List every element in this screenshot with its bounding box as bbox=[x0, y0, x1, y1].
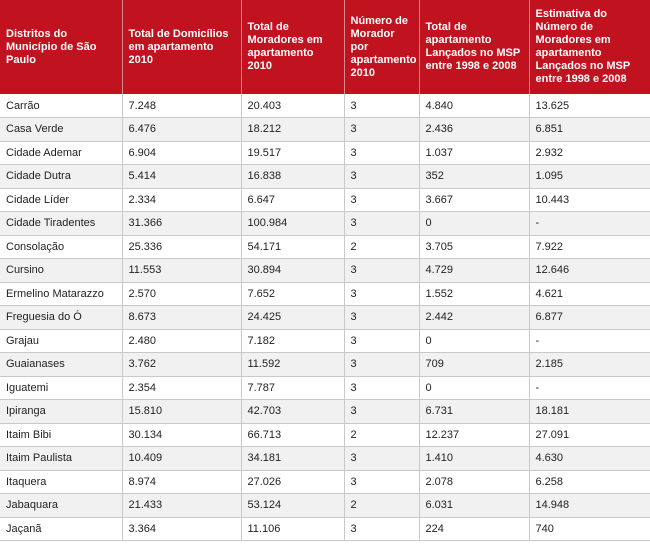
estimate-cell: 14.948 bbox=[529, 494, 650, 518]
table-row bbox=[0, 400, 650, 424]
district-cell: Ermelino Matarazzo bbox=[0, 282, 122, 306]
district-cell: Carrão bbox=[0, 94, 122, 118]
residents-cell: 66.713 bbox=[241, 423, 344, 447]
per-apartment-cell: 3 bbox=[344, 259, 419, 283]
district-cell: Itaim Paulista bbox=[0, 447, 122, 471]
district-cell: Casa Verde bbox=[0, 118, 122, 142]
residents-cell: 6.647 bbox=[241, 188, 344, 212]
per-apartment-cell: 3 bbox=[344, 212, 419, 236]
table-row bbox=[0, 423, 650, 447]
households-cell: 3.762 bbox=[122, 353, 241, 377]
launched-cell: 3.667 bbox=[419, 188, 529, 212]
table-row bbox=[0, 494, 650, 518]
residents-cell: 7.652 bbox=[241, 282, 344, 306]
table-row bbox=[0, 517, 650, 541]
households-cell: 7.248 bbox=[122, 94, 241, 118]
district-cell: Freguesia do Ó bbox=[0, 306, 122, 330]
estimate-cell: 2.932 bbox=[529, 141, 650, 165]
header-row bbox=[0, 0, 650, 94]
per-apartment-cell: 3 bbox=[344, 400, 419, 424]
district-cell: Jabaquara bbox=[0, 494, 122, 518]
district-cell: Itaim Bibi bbox=[0, 423, 122, 447]
households-cell: 15.810 bbox=[122, 400, 241, 424]
table-row bbox=[0, 470, 650, 494]
per-apartment-cell: 2 bbox=[344, 235, 419, 259]
launched-cell: 6.731 bbox=[419, 400, 529, 424]
estimate-cell: 740 bbox=[529, 517, 650, 541]
households-cell: 21.433 bbox=[122, 494, 241, 518]
launched-cell: 2.436 bbox=[419, 118, 529, 142]
launched-cell: 0 bbox=[419, 329, 529, 353]
estimate-cell: 13.625 bbox=[529, 94, 650, 118]
per-apartment-cell: 3 bbox=[344, 376, 419, 400]
households-cell: 25.336 bbox=[122, 235, 241, 259]
households-cell: 8.974 bbox=[122, 470, 241, 494]
residents-cell: 100.984 bbox=[241, 212, 344, 236]
per-apartment-cell: 3 bbox=[344, 447, 419, 471]
residents-cell: 7.787 bbox=[241, 376, 344, 400]
residents-cell: 19.517 bbox=[241, 141, 344, 165]
per-apartment-cell: 3 bbox=[344, 329, 419, 353]
header-residents-per-apartment: Número de Morador por apartamento 2010 bbox=[344, 0, 419, 94]
per-apartment-cell: 3 bbox=[344, 94, 419, 118]
header-total-households: Total de Domicílios em apartamento 2010 bbox=[122, 0, 241, 94]
table-row bbox=[0, 141, 650, 165]
households-cell: 31.366 bbox=[122, 212, 241, 236]
district-cell: Ipiranga bbox=[0, 400, 122, 424]
per-apartment-cell: 3 bbox=[344, 188, 419, 212]
per-apartment-cell: 3 bbox=[344, 118, 419, 142]
table-body bbox=[0, 94, 650, 541]
district-cell: Cidade Líder bbox=[0, 188, 122, 212]
table-row bbox=[0, 118, 650, 142]
table-row bbox=[0, 94, 650, 118]
residents-cell: 18.212 bbox=[241, 118, 344, 142]
launched-cell: 6.031 bbox=[419, 494, 529, 518]
households-cell: 2.570 bbox=[122, 282, 241, 306]
launched-cell: 4.840 bbox=[419, 94, 529, 118]
estimate-cell: 4.621 bbox=[529, 282, 650, 306]
table-row bbox=[0, 259, 650, 283]
header-district: Distritos do Município de São Paulo bbox=[0, 0, 122, 94]
table-row bbox=[0, 235, 650, 259]
table-row bbox=[0, 329, 650, 353]
district-cell: Iguatemi bbox=[0, 376, 122, 400]
estimate-cell: 7.922 bbox=[529, 235, 650, 259]
households-cell: 8.673 bbox=[122, 306, 241, 330]
launched-cell: 709 bbox=[419, 353, 529, 377]
district-cell: Cidade Dutra bbox=[0, 165, 122, 189]
per-apartment-cell: 3 bbox=[344, 353, 419, 377]
households-cell: 2.334 bbox=[122, 188, 241, 212]
households-cell: 10.409 bbox=[122, 447, 241, 471]
residents-cell: 16.838 bbox=[241, 165, 344, 189]
households-cell: 11.553 bbox=[122, 259, 241, 283]
per-apartment-cell: 3 bbox=[344, 306, 419, 330]
table-row bbox=[0, 353, 650, 377]
table-row bbox=[0, 212, 650, 236]
estimate-cell: 18.181 bbox=[529, 400, 650, 424]
estimate-cell: 1.095 bbox=[529, 165, 650, 189]
households-cell: 2.354 bbox=[122, 376, 241, 400]
residents-cell: 11.592 bbox=[241, 353, 344, 377]
residents-cell: 24.425 bbox=[241, 306, 344, 330]
residents-cell: 53.124 bbox=[241, 494, 344, 518]
launched-cell: 1.552 bbox=[419, 282, 529, 306]
launched-cell: 224 bbox=[419, 517, 529, 541]
launched-cell: 0 bbox=[419, 376, 529, 400]
launched-cell: 2.078 bbox=[419, 470, 529, 494]
households-cell: 6.904 bbox=[122, 141, 241, 165]
households-cell: 30.134 bbox=[122, 423, 241, 447]
district-cell: Jaçanã bbox=[0, 517, 122, 541]
estimate-cell: - bbox=[529, 376, 650, 400]
residents-cell: 34.181 bbox=[241, 447, 344, 471]
estimate-cell: - bbox=[529, 329, 650, 353]
households-cell: 3.364 bbox=[122, 517, 241, 541]
households-cell: 2.480 bbox=[122, 329, 241, 353]
estimate-cell: 2.185 bbox=[529, 353, 650, 377]
header-estimated-residents: Estimativa do Número de Moradores em apartamento Lançados no MSP entre 1998 e 2008 bbox=[529, 0, 650, 94]
estimate-cell: 10.443 bbox=[529, 188, 650, 212]
table-row bbox=[0, 188, 650, 212]
per-apartment-cell: 3 bbox=[344, 282, 419, 306]
launched-cell: 0 bbox=[419, 212, 529, 236]
header-total-residents: Total de Moradores em apartamento 2010 bbox=[241, 0, 344, 94]
launched-cell: 2.442 bbox=[419, 306, 529, 330]
residents-cell: 20.403 bbox=[241, 94, 344, 118]
table-row bbox=[0, 447, 650, 471]
estimate-cell: 4.630 bbox=[529, 447, 650, 471]
estimate-cell: 6.851 bbox=[529, 118, 650, 142]
estimate-cell: 12.646 bbox=[529, 259, 650, 283]
households-cell: 5.414 bbox=[122, 165, 241, 189]
per-apartment-cell: 3 bbox=[344, 517, 419, 541]
district-cell: Grajau bbox=[0, 329, 122, 353]
residents-cell: 7.182 bbox=[241, 329, 344, 353]
district-cell: Cidade Ademar bbox=[0, 141, 122, 165]
per-apartment-cell: 3 bbox=[344, 165, 419, 189]
launched-cell: 4.729 bbox=[419, 259, 529, 283]
per-apartment-cell: 3 bbox=[344, 141, 419, 165]
launched-cell: 352 bbox=[419, 165, 529, 189]
estimate-cell: - bbox=[529, 212, 650, 236]
district-cell: Cursino bbox=[0, 259, 122, 283]
per-apartment-cell: 3 bbox=[344, 470, 419, 494]
district-cell: Itaquera bbox=[0, 470, 122, 494]
residents-cell: 11.106 bbox=[241, 517, 344, 541]
estimate-cell: 6.877 bbox=[529, 306, 650, 330]
residents-cell: 42.703 bbox=[241, 400, 344, 424]
residents-cell: 30.894 bbox=[241, 259, 344, 283]
district-cell: Guaianases bbox=[0, 353, 122, 377]
residents-cell: 27.026 bbox=[241, 470, 344, 494]
launched-cell: 1.037 bbox=[419, 141, 529, 165]
district-cell: Cidade Tiradentes bbox=[0, 212, 122, 236]
per-apartment-cell: 2 bbox=[344, 423, 419, 447]
per-apartment-cell: 2 bbox=[344, 494, 419, 518]
district-cell: Consolação bbox=[0, 235, 122, 259]
residents-cell: 54.171 bbox=[241, 235, 344, 259]
launched-cell: 3.705 bbox=[419, 235, 529, 259]
launched-cell: 1.410 bbox=[419, 447, 529, 471]
table-row bbox=[0, 282, 650, 306]
header-apartments-launched: Total de apartamento Lançados no MSP entre 1998 e 2008 bbox=[419, 0, 529, 94]
estimate-cell: 27.091 bbox=[529, 423, 650, 447]
table-row bbox=[0, 165, 650, 189]
table-row bbox=[0, 376, 650, 400]
table-row bbox=[0, 306, 650, 330]
households-cell: 6.476 bbox=[122, 118, 241, 142]
launched-cell: 12.237 bbox=[419, 423, 529, 447]
estimate-cell: 6.258 bbox=[529, 470, 650, 494]
